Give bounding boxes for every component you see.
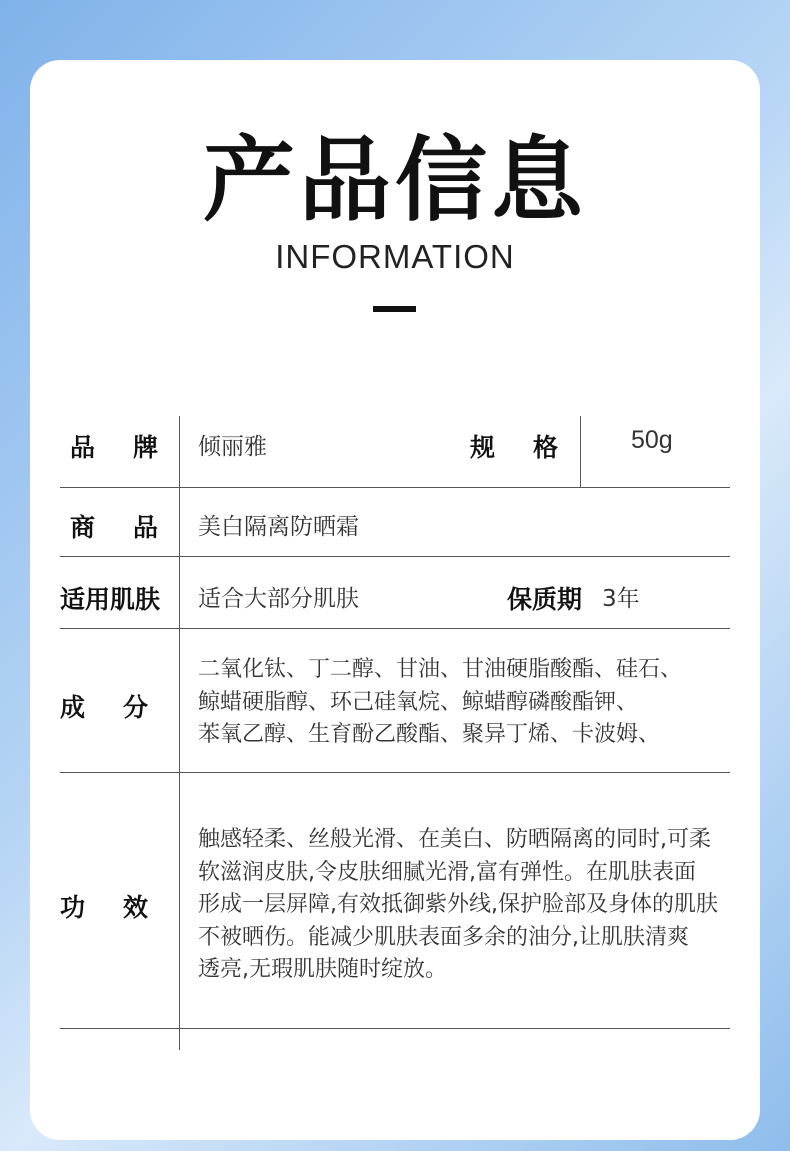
shelf-life-value: 3年 xyxy=(602,586,640,612)
row-divider xyxy=(60,556,730,557)
title-divider xyxy=(373,306,416,312)
page-subtitle: INFORMATION xyxy=(275,238,515,275)
effect-text xyxy=(198,824,738,987)
ingredients-label: 成分 xyxy=(60,693,187,722)
ingredients-line: 苯氧乙醇、生育酚乙酸酯、聚异丁烯、卡波姆、 xyxy=(198,722,661,747)
effect-line: 不被晒伤。能减少肌肤表面多余的油分,让肌肤清爽 xyxy=(198,924,689,950)
spec-value: 50g xyxy=(631,426,673,454)
product-value: 美白隔离防晒霜 xyxy=(198,514,359,540)
skin-label: 适用肌肤 xyxy=(60,585,161,614)
row-divider xyxy=(60,487,730,488)
effect-line: 形成一层屏障,有效抵御紫外线,保护脸部及身体的肌肤 xyxy=(198,892,718,917)
skin-value: 适合大部分肌肤 xyxy=(198,586,359,612)
ingredients-text xyxy=(198,654,718,752)
effect-label: 功效 xyxy=(60,893,187,922)
effect-line: 软滋润皮肤,令皮肤细腻光滑,富有弹性。在肌肤表面 xyxy=(198,859,696,885)
brand-value: 倾丽雅 xyxy=(198,434,267,460)
effect-line: 触感轻柔、丝般光滑、在美白、防晒隔离的同时,可柔 xyxy=(198,827,711,852)
effect-line: 透亮,无瑕肌肤随时绽放。 xyxy=(198,957,447,982)
page-title: 产品信息 xyxy=(202,127,587,234)
shelf-life-label: 保质期 xyxy=(507,585,583,614)
row-divider xyxy=(60,1028,730,1029)
ingredients-line: 二氧化钛、丁二醇、甘油、甘油硬脂酸酯、硅石、 xyxy=(198,657,683,682)
ingredients-line: 鲸蜡硬脂醇、环己硅氧烷、鲸蜡醇磷酸酯钾、 xyxy=(198,689,639,715)
product-label: 商品 xyxy=(70,513,197,542)
row-divider xyxy=(60,772,730,773)
brand-label: 品牌 xyxy=(70,433,197,462)
row-divider xyxy=(60,628,730,629)
spec-label: 规格 xyxy=(470,433,597,462)
